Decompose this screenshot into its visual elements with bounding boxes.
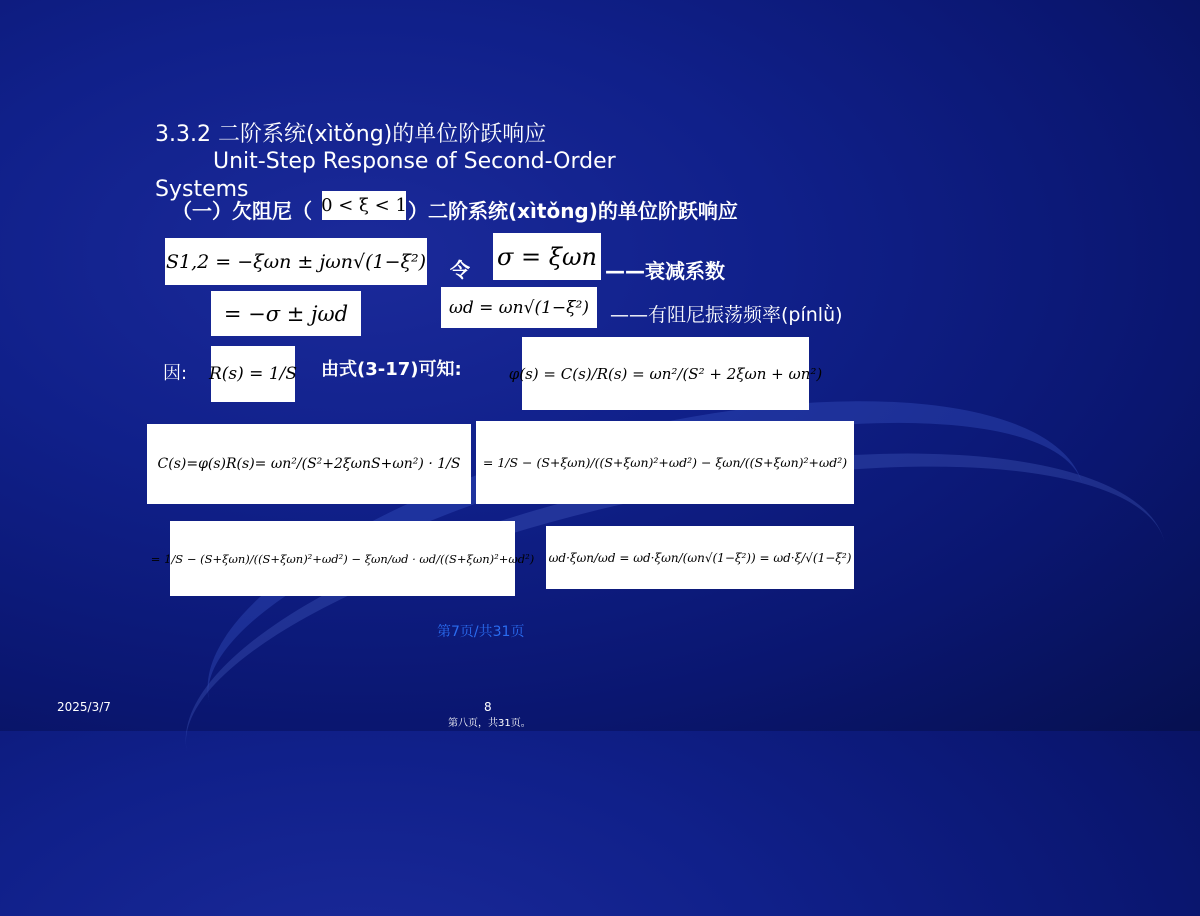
subheading-prefix: （一）欠阻尼（ <box>172 199 312 223</box>
section-title: 3.3.2 二阶系统(xìtǒng)的单位阶跃响应 <box>155 122 547 147</box>
page-indicator: 第7页/共31页 <box>437 624 525 640</box>
sigma-equation-text: σ = ξωn <box>497 242 597 271</box>
phi-equation <box>508 337 823 410</box>
condition-box <box>322 191 406 220</box>
C-final-equation <box>150 521 535 596</box>
omega-d-equation <box>441 287 597 328</box>
R-equation <box>208 346 298 402</box>
let-label: 令 <box>450 258 470 282</box>
sigma-description: ——衰减系数 <box>605 259 725 283</box>
roots-equation-text: S1,2 = −ξωn ± jωn√(1−ξ²) <box>166 250 426 273</box>
C-expanded-equation-text: = 1/S − (S+ξωn)/((S+ξωn)²+ωd²) − ξωn/((S+ξωn)²+ωd²) <box>482 455 848 470</box>
roots-equation <box>165 238 427 285</box>
because-label: 因: <box>163 363 188 384</box>
sigma-equation <box>493 233 601 280</box>
footer-date: 2025/3/7 <box>57 700 111 714</box>
C-equation-text: C(s)=φ(s)R(s)= ωn²/(S²+2ξωnS+ωn²) · 1/S <box>157 456 461 472</box>
footer-slide-number: 8 <box>484 700 492 714</box>
condition-text: 0 < ξ < 1 <box>321 195 407 216</box>
R-equation-text: R(s) = 1/S <box>208 364 298 384</box>
ratio-equation-text: ωd·ξωn/ωd = ωd·ξωn/(ωn√(1−ξ²)) = ωd·ξ/√(1−ξ²) <box>548 550 852 565</box>
roots-equation-2 <box>211 291 361 336</box>
from-equation-label: 由式(3-17)可知: <box>321 359 462 380</box>
omega-d-equation-text: ωd = ωn√(1−ξ²) <box>449 297 589 318</box>
section-title-english: Unit-Step Response of Second-Order <box>213 149 616 174</box>
phi-equation-text: φ(s) = C(s)/R(s) = ωn²/(S² + 2ξωn + ωn²) <box>508 364 823 383</box>
roots-equation-2-text: = −σ ± jωd <box>223 301 349 326</box>
C-equation <box>147 424 471 504</box>
footer-page-text: 第八页，共31页。 <box>448 718 531 729</box>
omega-d-description: ——有阻尼振荡频率(pínlǜ) <box>610 304 843 326</box>
C-final-equation-text: = 1/S − (S+ξωn)/((S+ξωn)²+ωd²) − ξωn/ωd · ωd/((S+ξωn)²+ωd²) <box>150 551 535 566</box>
subheading-suffix: ）二阶系统(xìtǒng)的单位阶跃响应 <box>408 199 738 223</box>
section-title-english-cont: Systems <box>155 177 249 202</box>
C-expanded-equation <box>476 421 854 504</box>
ratio-equation <box>546 526 854 589</box>
